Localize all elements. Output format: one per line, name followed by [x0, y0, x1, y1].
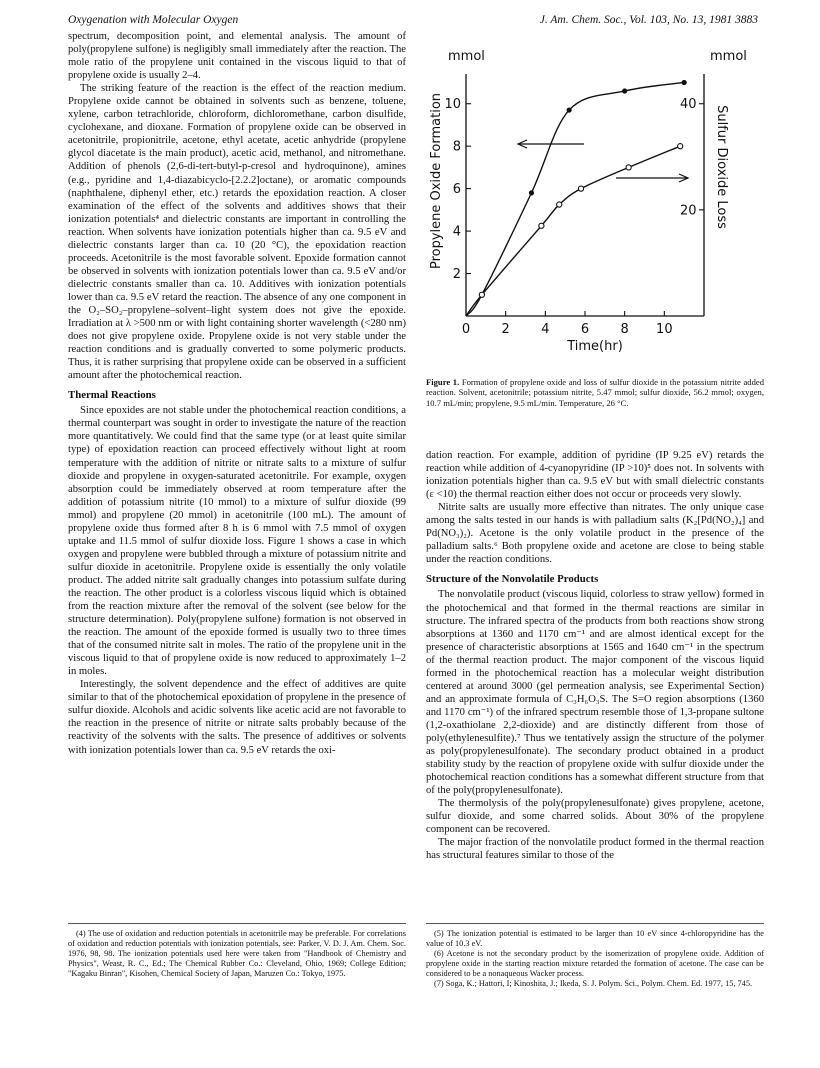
section-heading-nonvolatile-products: Structure of the Nonvolatile Products [426, 573, 599, 586]
paragraph: Since epoxides are not stable under the photochemical reaction conditions, a thermal counterpart was sought in order to investigate the nature of the reaction more quantitatively. We could find that the same type (or at least quite similar type) of epoxidation reaction can proceed effectively without light at room temperature with the addition of nitrite or nitrate salts to a mixture of sulfur dioxide and propylene in oxygen-saturated acetonitrile. For example, oxygen absorption could be immediately observed at room temperature after the addition of potassium nitrite (10 mmol) to a mixture of sulfur dioxide (99 mmol) and propylene (20 mmol) in acetonitrile (100 mL). The amount of propylene oxide thus formed after 8 h is 6 mmol with 7.5 mmol of oxygen uptake and 11.5 mmol of sulfur dioxide loss. Figure 1 shows a case in which oxygen and propylene were bubbled through a mixture of potassium nitrite and sulfur dioxide in acetonitrile. Propylene oxide is essentially the only volatile product. The added nitrite salt gradually changes into potassium sulfate during the reaction. The other product is a colorless viscous liquid which is obtained from the reaction mixture after the removal of the solvent (see below for the structure determination). Poly(propylene sulfone) formation is not observed in the reaction. The amount of the epoxide formed is usually two to three times that of the consumed nitrite salt in moles. The ratio of the propylene unit in the viscous liquid to that of propylene oxide is now reduced to approximately 1–2 in moles. [68, 405, 406, 678]
y-axis-label-right: Sulfur Dioxide Loss [714, 105, 729, 229]
x-tick-label: 4 [541, 322, 550, 337]
footnote: (5) The ionization potential is estimated to be larger than 10 eV since 4-chloropyridine has the value of 10.3 eV. [426, 929, 764, 948]
paragraph: dation reaction. For example, addition of pyridine (IP 9.25 eV) retards the reaction while addition of 4-cyanopyridine (IP >10)⁵ does not. In solvents with ionization potentials higher than ca. 9.5 eV but with small dielectric constants (ε <10) the thermal reaction either does not occur or proceeds very slowly. [426, 450, 764, 501]
paragraph: The nonvolatile product (viscous liquid, colorless to straw yellow) formed in the photochemical and that formed in the thermal reactions are similar in structure. The infrared spectra of the products from both reactions show strong absorptions at 1360 and 1170 cm⁻¹ and are almost identical except for the presence of characteristic absorptions at 1565 and 1640 cm⁻¹ in the spectrum of the thermal reaction product. The major component of the viscous liquid formed in the photochemical reaction has a molecular weight distribution centered at around 3000 (gel permeation analysis, see Experimental Section) and an approximate formula of C₃H₆O₃S. The S=O region absorptions (1360 and 1170 cm⁻¹) of the infrared spectrum resemble those of 1,3-propane sultone (1,2-oxathiolane 2,2-dioxide) and are distinctly different from those of poly(ethylenesulfite).⁷ Thus we tentatively assign the structure of the polymer as poly(propylenesulfonate). The secondary product obtained in a product stability study by the reaction of propylene oxide with sulfur dioxide under the photochemical reaction conditions has a somewhat different structure from that of the poly(propylenesulfonate). [426, 589, 764, 797]
section-heading-thermal-reactions: Thermal Reactions [68, 389, 156, 402]
unit-right: mmol [710, 49, 747, 64]
paragraph: The major fraction of the nonvolatile product formed in the thermal reaction has structural features similar to those of the [426, 837, 764, 862]
series-line-propylene-oxide [466, 82, 684, 316]
paragraph: Nitrite salts are usually more effective than nitrates. The only unique case among the salts tested in our hands is with palladium salts (K₂[Pd(NO₂)₄] and Pd(NO₃)₂). Acetone is the only volatile product in the presence of the palladium salts.⁶ Both propylene oxide and acetone are close to being stable under the reaction conditions. [426, 502, 764, 566]
chart-svg [426, 48, 764, 374]
data-point-sulfur-dioxide-loss [557, 202, 562, 207]
footnote: (7) Soga, K.; Hattori, I; Kinoshita, J.; Ikeda, S. J. Polym. Sci., Polym. Chem. Ed. 1977, 15, 745. [434, 979, 753, 988]
x-axis-label: Time(hr) [567, 339, 623, 354]
right-column [426, 449, 764, 862]
data-point-sulfur-dioxide-loss [678, 144, 683, 149]
caption-label: Figure 1. [426, 377, 460, 387]
data-point-propylene-oxide [622, 88, 627, 93]
y-tick-label-left: 8 [452, 139, 461, 155]
footnotes-left [68, 923, 406, 979]
y-tick-label-right: 20 [680, 203, 697, 219]
y-tick-label-left: 2 [452, 267, 461, 283]
y-axis-label-left: Propylene Oxide Formation [429, 92, 444, 270]
running-head-right: J. Am. Chem. Soc., Vol. 103, No. 13, 1981 3883 [539, 14, 758, 26]
paragraph: The striking feature of the reaction is the effect of the reaction medium. Propylene oxide cannot be obtained in solvents such as benzene, toluene, xylene, carbon tetrachloride, chloroform, dichloromethane, carbon disulfide, cyclohexane, and dioxane. Formation of propylene oxide can be observed in acetonitrile, propionitrile, acetone, ethyl acetate, acetic anhydride (propylene glycol diacetate is the main product), acetic acid, methanol, and nitromethane. Addition of phenols (2,6-di-tert-butyl-p-cresol and hydroquinone), amines (e.g., pyridine and 1,4-diazabicyclo-[2.2.2]octane), or aromatic compounds (naphthalene, diphenyl ether, etc.) retards the epoxidation reaction. A closer examination of the effect of the solvents and additives shows that their ionization potentials⁴ and dielectric constants are important in controlling the reaction. When solvents have ionization potentials higher than ca. 9.5 eV and dielectric constants larger than ca. 10 (20 °C), the epoxidation reaction proceeds. Acetonitrile is the most favorable solvent. Epoxide formation cannot be observed in solvents with ionization potentials lower than ca. 9.5 eV and/or dielectric constants smaller than ca. 10. Additives with ionization potentials lower than ca. 9.5 eV retard the reaction. The absence of any one component in the O₂–SO₂–propylene–solvent–light system does not give the epoxide. Irradiation at λ >500 nm or with light containing shorter wavelength (<280 nm) does not give propylene oxide. Propylene oxide is not very stable under the reaction conditions and is gradually converted to some polymeric products. Thus, it is rather surprising that propylene oxide can be observed in a sufficient amount after the photochemical reaction. [68, 83, 406, 382]
data-point-propylene-oxide [567, 107, 572, 112]
caption-text: Formation of propylene oxide and loss of sulfur dioxide in the potassium nitrite added reaction. Solvent, acetonitrile; potassium nitrite, 5.47 mmol; sulfur dioxide, 56.2 mmol; oxygen, 10.7 mL/min; propylene, 9.5 mL/min. Temperature, 26 °C. [426, 377, 764, 408]
footnote: (6) Acetone is not the secondary product by the isomerization of propylene oxide. Addition of propylene oxide in the starting reaction mixture retarded the formation of acetone. The case can be considered to be a nonaqueous Wacker process. [426, 949, 764, 978]
figure-caption [426, 377, 764, 408]
running-head-left: Oxygenation with Molecular Oxygen [68, 14, 239, 26]
x-tick-label: 6 [580, 322, 590, 337]
paragraph: spectrum, decomposition point, and elemental analysis. The amount of poly(propylene sulfone) is negligibly small immediately after the reaction. The mole ratio of the propylene unit contained in the viscous liquid to that of propylene oxide is usually 2–4. [68, 31, 406, 82]
data-point-propylene-oxide [682, 80, 687, 85]
data-point-sulfur-dioxide-loss [578, 186, 583, 191]
data-point-propylene-oxide [529, 190, 534, 195]
data-point-sulfur-dioxide-loss [479, 292, 484, 297]
paragraph: Interestingly, the solvent dependence and the effect of additives are quite similar to that of the photochemical epoxidation of propylene in the presence of sulfur dioxide. Alcohols and acidic solvents like acetic acid are not favorable to the reaction in the presence of nitrite or nitrate salts probably because of the reactivity of the solvents with the salts. The presence of additives or solvents with ionization potentials lower than ca. 9.5 eV retards the oxi- [68, 679, 406, 756]
data-point-sulfur-dioxide-loss [626, 165, 631, 170]
footnote: (4) The use of oxidation and reduction potentials in acetonitrile may be preferable. For correlations of oxidation and reduction potentials with ionization potentials, see: Parker, V. D. J. Am. Chem. Soc. 1976, 98, 98. The ionization potentials used here were taken from "Handbook of Chemistry and Physics", Weast, R. C., Ed.; The Chemical Rubber Co.: Cleveland, Ohio, 1969; College Edition; "Kagaku Binran", Kisohen, Chemical Society of Japan, Maruzen Co.: Tokyo, 1975. [68, 929, 406, 978]
x-tick-label: 10 [656, 322, 673, 337]
paragraph: The thermolysis of the poly(propylenesulfonate) gives propylene, acetone, sulfur dioxide, and some charred solids. About 30% of the propylene component can be recovered. [426, 798, 764, 836]
x-tick-label: 0 [461, 322, 471, 337]
data-point-sulfur-dioxide-loss [539, 223, 544, 228]
footnotes-right [426, 923, 764, 989]
y-tick-label-left: 10 [444, 97, 461, 113]
y-tick-label-left: 6 [452, 182, 461, 198]
unit-left: mmol [448, 49, 485, 64]
figure-1-chart [426, 48, 764, 374]
left-column [68, 30, 406, 757]
y-tick-label-left: 4 [452, 224, 461, 240]
series-line-sulfur-dioxide-loss [466, 146, 680, 316]
x-tick-label: 2 [501, 322, 510, 337]
x-tick-label: 8 [620, 322, 629, 337]
y-tick-label-right: 40 [680, 97, 697, 113]
